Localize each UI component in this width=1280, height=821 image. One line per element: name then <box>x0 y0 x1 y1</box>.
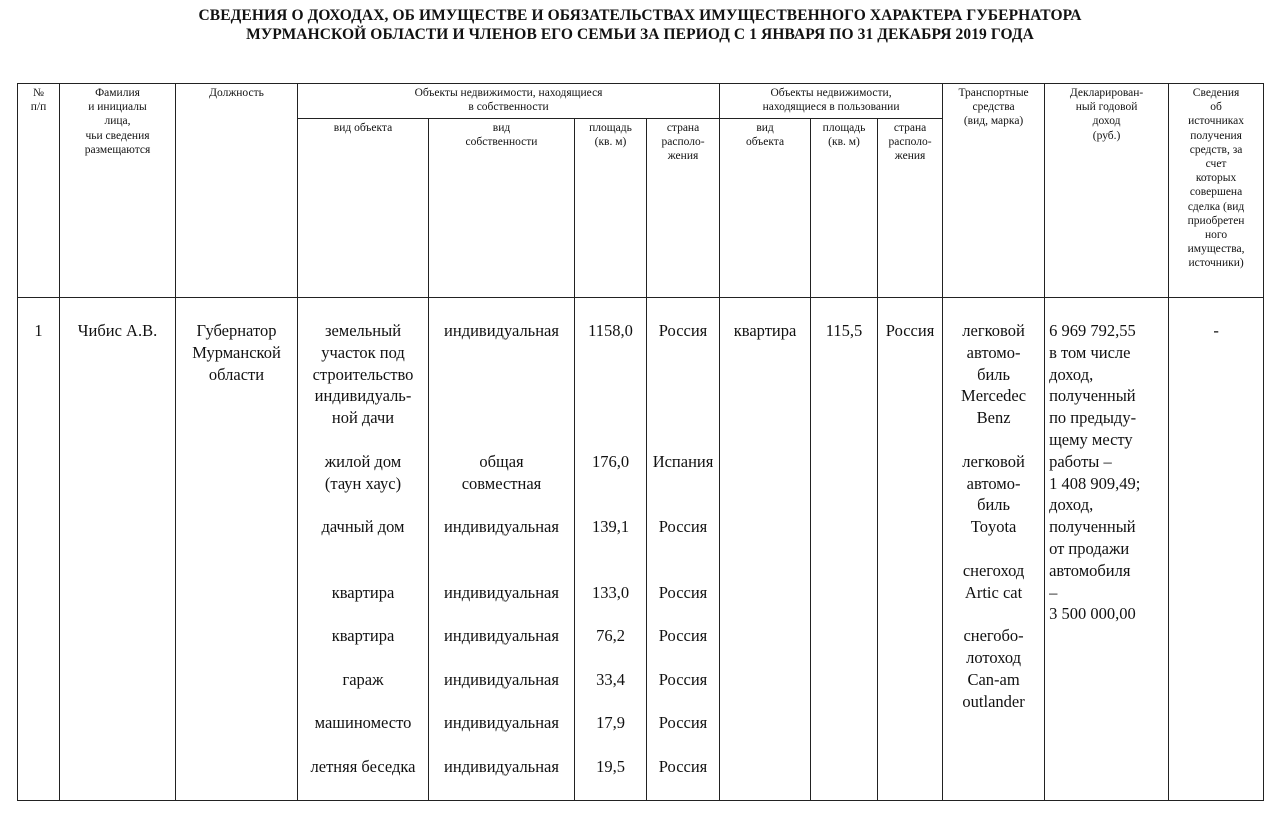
text-line: ный годовой <box>1075 101 1138 114</box>
text-line: доход, <box>1049 364 1094 384</box>
owned-area-entry <box>577 451 644 516</box>
text-line: чьи сведения <box>85 129 150 142</box>
text-line: Должность <box>209 87 264 99</box>
owned-type-entry <box>300 582 426 626</box>
used-type: квартира <box>720 298 811 801</box>
text-line: автомобиля <box>1049 560 1131 580</box>
text-line: полученный <box>1049 386 1136 406</box>
owned-area-entry <box>577 712 644 756</box>
owned-type-entry <box>300 756 426 800</box>
text-line: собственности <box>465 136 538 149</box>
title-line-2: МУРМАНСКОЙ ОБЛАСТИ И ЧЛЕНОВ ЕГО СЕМЬИ ЗА ПЕРИОД С 1 ЯНВАРЯ ПО 31 ДЕКАБРЯ 2019 ГОДА <box>246 26 1034 43</box>
text-line: Объекты недвижимости, находящиеся <box>414 87 603 99</box>
text-line: щему месту <box>1049 429 1133 449</box>
owned-area-text: 19,5 <box>596 756 625 776</box>
owned-country-entry <box>649 669 717 713</box>
text-line: страна <box>666 122 700 134</box>
owned-country-column <box>647 298 720 801</box>
owned-ownership-entry <box>431 516 572 581</box>
text-line: Объекты недвижимости, <box>770 87 892 99</box>
header-owned-country <box>647 119 720 298</box>
text-line: (кв. м) <box>594 136 627 149</box>
owned-country-text: Испания <box>652 451 714 471</box>
text-line: источники) <box>1188 257 1244 270</box>
owned-area-entry <box>577 582 644 626</box>
owned-country-text: Россия <box>658 582 708 602</box>
vehicle-entry <box>945 560 1042 604</box>
owned-area-text: 139,1 <box>591 517 630 537</box>
owned-ownership-entry <box>431 712 572 756</box>
owned-ownership-column <box>429 298 575 801</box>
header-sources <box>1169 84 1264 298</box>
owned-ownership-entry <box>431 582 572 626</box>
text-line: счет <box>1205 158 1227 171</box>
declaration-table <box>17 83 1264 801</box>
owned-type-text: участок под <box>321 342 405 362</box>
text-line: 1 408 909,49; <box>1049 473 1141 493</box>
owned-ownership-text: индивидуальная <box>444 582 559 602</box>
text-line: (руб.) <box>1092 129 1121 142</box>
owned-type-entry <box>300 669 426 713</box>
sources-value: - <box>1169 298 1264 801</box>
header-owned-group <box>298 84 720 119</box>
text-line: вид <box>492 122 511 134</box>
owned-ownership-entry <box>431 320 572 451</box>
owned-type-text: квартира <box>331 626 395 646</box>
owned-area-entry <box>577 669 644 713</box>
text-line: жения <box>667 150 699 163</box>
text-line: п/п <box>30 101 47 114</box>
header-income <box>1045 84 1169 298</box>
owned-type-entry <box>300 451 426 516</box>
vehicle-text: Mercedec <box>961 386 1027 406</box>
text-line: располо- <box>661 136 705 149</box>
text-line: Транспортные <box>958 87 1029 99</box>
owned-area-text: 1158,0 <box>588 321 633 340</box>
vehicle-text: автомо- <box>966 342 1021 362</box>
text-line: Губернатор <box>196 321 277 340</box>
owned-area-text: 176,0 <box>591 451 630 471</box>
owned-country-entry <box>649 712 717 756</box>
vehicle-text: outlander <box>962 691 1025 711</box>
text-line: средств, за <box>1189 143 1243 156</box>
owned-country-entry <box>649 756 717 800</box>
text-line: имущества, <box>1187 243 1245 256</box>
text-line: – <box>1049 582 1058 602</box>
owned-ownership-text: совместная <box>461 473 542 493</box>
owned-area-column <box>575 298 647 801</box>
vehicle-text: легковой <box>962 321 1025 340</box>
text-line: размещаются <box>84 143 151 156</box>
owned-country-text: Россия <box>658 321 708 340</box>
header-owned-area <box>575 119 647 298</box>
owned-type-text: дачный дом <box>321 517 405 537</box>
text-line: в том числе <box>1049 342 1131 362</box>
owned-ownership-text: индивидуальная <box>444 713 559 733</box>
used-area: 115,5 <box>811 298 878 801</box>
text-line: № <box>33 87 44 99</box>
text-line: об <box>1210 101 1222 114</box>
owned-ownership-entry <box>431 669 572 713</box>
owned-area-entry <box>577 516 644 581</box>
text-line: источниках <box>1188 115 1245 128</box>
text-line: вид <box>756 122 774 134</box>
owned-area-entry <box>577 756 644 800</box>
text-line: по предыду- <box>1049 408 1137 428</box>
used-country: Россия <box>878 298 943 801</box>
owned-ownership-text: индивидуальная <box>444 669 559 689</box>
owned-type-text: жилой дом <box>324 451 402 471</box>
owned-country-text: Россия <box>658 713 708 733</box>
text-line: Мурманской <box>192 342 281 362</box>
header-owned-type <box>298 119 429 298</box>
owned-country-entry <box>649 625 717 669</box>
text-line: 6 969 792,55 <box>1049 321 1136 340</box>
owned-area-text: 17,9 <box>596 713 625 733</box>
text-line: полученный <box>1049 517 1136 537</box>
text-line: жения <box>894 150 926 163</box>
text-line: средства <box>972 101 1015 114</box>
text-line: (кв. м) <box>828 136 860 149</box>
header-name <box>60 84 176 298</box>
text-line: лица, <box>104 115 131 128</box>
vehicle-text: лотоход <box>966 647 1021 667</box>
text-line: области <box>208 364 265 384</box>
owned-ownership-text: индивидуальная <box>444 756 559 776</box>
owned-type-text: машиноместо <box>314 713 412 733</box>
owned-ownership-text: индивидуальная <box>444 626 559 646</box>
text-line: площадь <box>822 122 866 134</box>
text-line: совершена <box>1189 186 1243 199</box>
text-line: приобретен <box>1187 214 1245 227</box>
owned-type-text: гараж <box>342 669 384 689</box>
header-owned-ownership <box>429 119 575 298</box>
owned-ownership-text: общая <box>479 451 524 471</box>
text-line: площадь <box>589 122 632 134</box>
header-used-group <box>720 84 943 119</box>
owned-area-entry <box>577 625 644 669</box>
owned-country-entry <box>649 516 717 581</box>
vehicle-text: биль <box>977 495 1011 515</box>
owned-type-text: ной дачи <box>331 408 395 428</box>
text-line: находящиеся в пользовании <box>762 101 900 114</box>
owned-ownership-entry <box>431 451 572 516</box>
owned-type-text: летняя беседка <box>310 756 416 776</box>
text-line: доход, <box>1049 495 1094 515</box>
owned-area-entry <box>577 320 644 451</box>
text-line: 3 500 000,00 <box>1049 604 1136 624</box>
owned-type-text: квартира <box>331 582 395 602</box>
owned-area-text: 133,0 <box>591 582 630 602</box>
vehicle-text: снегоход <box>962 560 1025 580</box>
owned-country-entry <box>649 582 717 626</box>
text-line: доход <box>1092 115 1121 128</box>
owned-type-text: индивидуаль- <box>314 386 412 406</box>
vehicle-text: Toyota <box>970 517 1017 537</box>
header-used-country <box>878 119 943 298</box>
text-line: в собственности <box>468 101 549 114</box>
header-transport <box>943 84 1045 298</box>
text-line: Декларирован- <box>1069 87 1144 99</box>
vehicle-text: легковой <box>962 451 1025 471</box>
document-title <box>0 6 1280 44</box>
owned-ownership-text: индивидуальная <box>444 321 559 340</box>
owned-country-text: Россия <box>658 626 708 646</box>
owned-country-text: Россия <box>658 756 708 776</box>
owned-country-entry <box>649 451 717 516</box>
text-line: страна <box>893 122 927 134</box>
row-num: 1 <box>18 298 60 801</box>
text-line: Сведения <box>1192 87 1240 99</box>
text-line: от продажи <box>1049 538 1130 558</box>
vehicle-entry <box>945 451 1042 538</box>
owned-type-text: (таун хаус) <box>324 473 402 493</box>
owned-ownership-entry <box>431 625 572 669</box>
header-position <box>176 84 298 298</box>
title-line-1: СВЕДЕНИЯ О ДОХОДАХ, ОБ ИМУЩЕСТВЕ И ОБЯЗАТЕЛЬСТВАХ ИМУЩЕСТВЕННОГО ХАРАКТЕРА ГУБЕРНАТОРА <box>198 7 1082 24</box>
vehicle-text: Artic cat <box>964 582 1023 602</box>
vehicle-text: биль <box>977 364 1011 384</box>
owned-area-text: 76,2 <box>596 626 625 646</box>
owned-type-text: земельный <box>324 321 402 340</box>
owned-ownership-entry <box>431 756 572 800</box>
row-name: Чибис А.В. <box>60 298 176 801</box>
vehicle-entry <box>945 320 1042 429</box>
text-line: получения <box>1190 129 1242 142</box>
header-used-area <box>811 119 878 298</box>
vehicle-text: Can-am <box>967 669 1020 689</box>
text-line: ного <box>1205 229 1228 242</box>
text-line: располо- <box>888 136 932 149</box>
declared-income <box>1045 298 1169 801</box>
text-line: работы – <box>1049 451 1112 471</box>
header-used-type <box>720 119 811 298</box>
header-num <box>18 84 60 298</box>
text-line: сделка (вид <box>1187 200 1245 213</box>
owned-type-entry <box>300 516 426 581</box>
owned-type-column <box>298 298 429 801</box>
owned-area-text: 33,4 <box>596 669 625 689</box>
owned-type-entry <box>300 625 426 669</box>
transport-column <box>943 298 1045 801</box>
text-line: Фамилия <box>95 87 140 99</box>
owned-country-entry <box>649 320 717 451</box>
text-line: которых <box>1195 172 1237 185</box>
owned-type-entry <box>300 320 426 451</box>
owned-type-text: строительство <box>312 364 414 384</box>
vehicle-entry <box>945 625 1042 712</box>
owned-ownership-text: индивидуальная <box>444 517 559 537</box>
text-line: вид объекта <box>333 122 393 134</box>
vehicle-text: Benz <box>976 408 1011 428</box>
owned-type-entry <box>300 712 426 756</box>
text-line: объекта <box>745 136 785 149</box>
owned-country-text: Россия <box>658 669 708 689</box>
row-position <box>176 298 298 801</box>
owned-country-text: Россия <box>658 517 708 537</box>
text-line: и инициалы <box>88 101 147 114</box>
vehicle-text: снегобо- <box>963 626 1024 646</box>
vehicle-text: автомо- <box>966 473 1021 493</box>
text-line: (вид, марка) <box>963 115 1024 128</box>
